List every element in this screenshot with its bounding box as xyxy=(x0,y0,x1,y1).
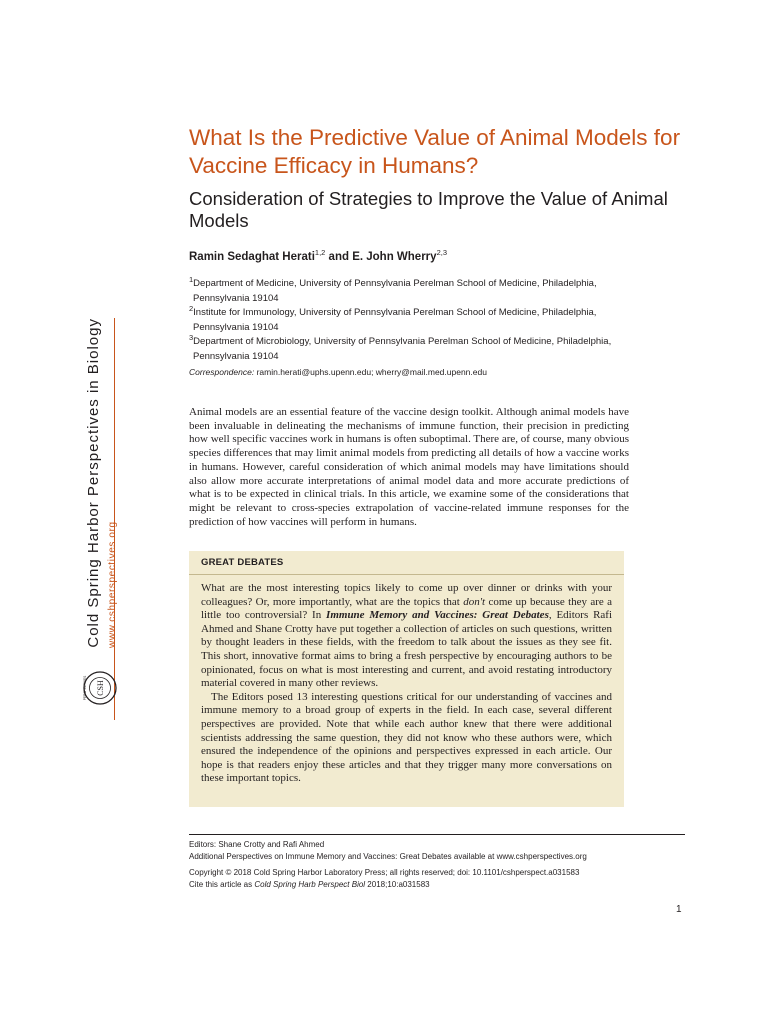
emphasis-text: don't xyxy=(463,595,486,608)
author-conjunction: and xyxy=(328,251,349,263)
affiliation-3 xyxy=(189,332,689,364)
journal-name: Cold Spring Harbor Perspectives in Biology xyxy=(85,318,102,648)
footer-divider xyxy=(189,834,685,835)
author-affiliation-marker: 2,3 xyxy=(436,248,447,258)
article-title: What Is the Predictive Value of Animal Models for Vaccine Efficacy in Humans? xyxy=(189,125,681,178)
citation-prefix: Cite this article as xyxy=(189,880,255,889)
paragraph-text: , Editors Rafi Ahmed and Shane Crotty have put together a collection of articles on such questions, written by thought leaders in these fields, with the freedom to talk about the issues as they see fit. This short, innovative format aims to bring a fresh perspective by encouraging authors to be opinionated, focus on what is most interesting and current, and avoid restating introductory material covered in many other reviews. xyxy=(201,609,613,690)
great-debates-paragraph: The Editors posed 13 interesting questions critical for our understanding of vaccines and immune memory to a broad group of experts in the field. In each case, several different perspectives are provided. Note that while each author knew that there were additional scientists addressing the same question, they did not know who these authors were, which ensured the independence of the opinions and perspectives expressed in each article. Our hope is that readers enjoy these articles and that they trigger many more conversations on these important topics. xyxy=(201,690,612,785)
correspondence-emails[interactable]: ramin.herati@uphs.upenn.edu; wherry@mail.med.upenn.edu xyxy=(256,367,487,377)
footer-editors: Editors: Shane Crotty and Rafi Ahmed xyxy=(189,840,325,849)
affiliation-number: 2 xyxy=(189,303,194,313)
affiliation-number: 3 xyxy=(189,332,194,342)
logo-monogram: CSH xyxy=(96,680,105,696)
logo-ring-text: PERSPECTIVES xyxy=(83,675,87,701)
citation-journal: Cold Spring Harb Perspect Biol xyxy=(254,880,366,889)
paragraph-text: come up because they are a little too controversial? In xyxy=(201,595,612,622)
affiliation-number: 1 xyxy=(189,274,194,284)
affiliation-text: Pennsylvania 19104 xyxy=(193,321,279,333)
footer-additional: Additional Perspectives on Immune Memory and Vaccines: Great Debates available at www.cshperspectives.org xyxy=(189,852,587,861)
page-number: 1 xyxy=(676,904,682,915)
affiliation-text: Institute for Immunology, University of Pennsylvania Perelman School of Medicine, Philadelphia, xyxy=(193,307,597,318)
affiliation-text: Pennsylvania 19104 xyxy=(193,350,279,362)
citation-suffix: 2018;10:a031583 xyxy=(365,880,430,889)
author-affiliation-marker: 1,2 xyxy=(314,248,326,258)
affiliation-text: Department of Medicine, University of Pennsylvania Perelman School of Medicine, Philadelphia, xyxy=(193,278,597,289)
footer-citation xyxy=(189,879,689,891)
affiliation-text: Pennsylvania 19104 xyxy=(193,292,279,304)
great-debates-heading: GREAT DEBATES xyxy=(201,557,284,568)
author-list xyxy=(189,250,689,264)
journal-url[interactable]: www.cshperspectives.org xyxy=(107,521,118,648)
box-divider xyxy=(189,574,624,575)
author-name: Ramin Sedaghat Herati xyxy=(189,251,315,263)
csh-logo-icon xyxy=(82,660,118,716)
footer-copyright: Copyright © 2018 Cold Spring Harbor Laboratory Press; all rights reserved; doi: 10.1101/cshperspect.a031583 xyxy=(189,868,580,877)
abstract: Animal models are an essential feature of the vaccine design toolkit. Although animal models have been invaluable in delineating the mechanisms of immune function, their precision in predicting how well specific vaccines work in humans is often suboptimal. There are, of course, many obvious species differences that may limit animal models from predicting all details of how a vaccine works in humans. However, careful consideration of which animal models may have limitations should also allow more accurate interpretations of animal model data and more accurate predictions of what is to be expected in clinical trials. In this article, we examine some of the considerations that might be relevant to cross-species extrapolation of vaccine-related immune responses for the prediction of how vaccines will perform in humans. xyxy=(189,406,629,528)
affiliation-2 xyxy=(189,303,689,335)
correspondence-label: Correspondence: xyxy=(189,367,255,377)
correspondence xyxy=(189,366,689,378)
great-debates-box xyxy=(189,551,624,807)
affiliation-1 xyxy=(189,274,689,306)
book-title: Immune Memory and Vaccines: Great Debates xyxy=(326,609,549,622)
great-debates-paragraph xyxy=(201,582,612,691)
affiliation-text: Department of Microbiology, University of Pennsylvania Perelman School of Medicine, Philadelphia, xyxy=(193,336,612,347)
author-name: E. John Wherry xyxy=(352,251,437,263)
article-subtitle: Consideration of Strategies to Improve the Value of Animal Models xyxy=(189,188,668,231)
paragraph-text: What are the most interesting topics likely to come up over dinner or drinks with your colleagues? Or, more importantly, what are the topics that xyxy=(201,582,612,608)
